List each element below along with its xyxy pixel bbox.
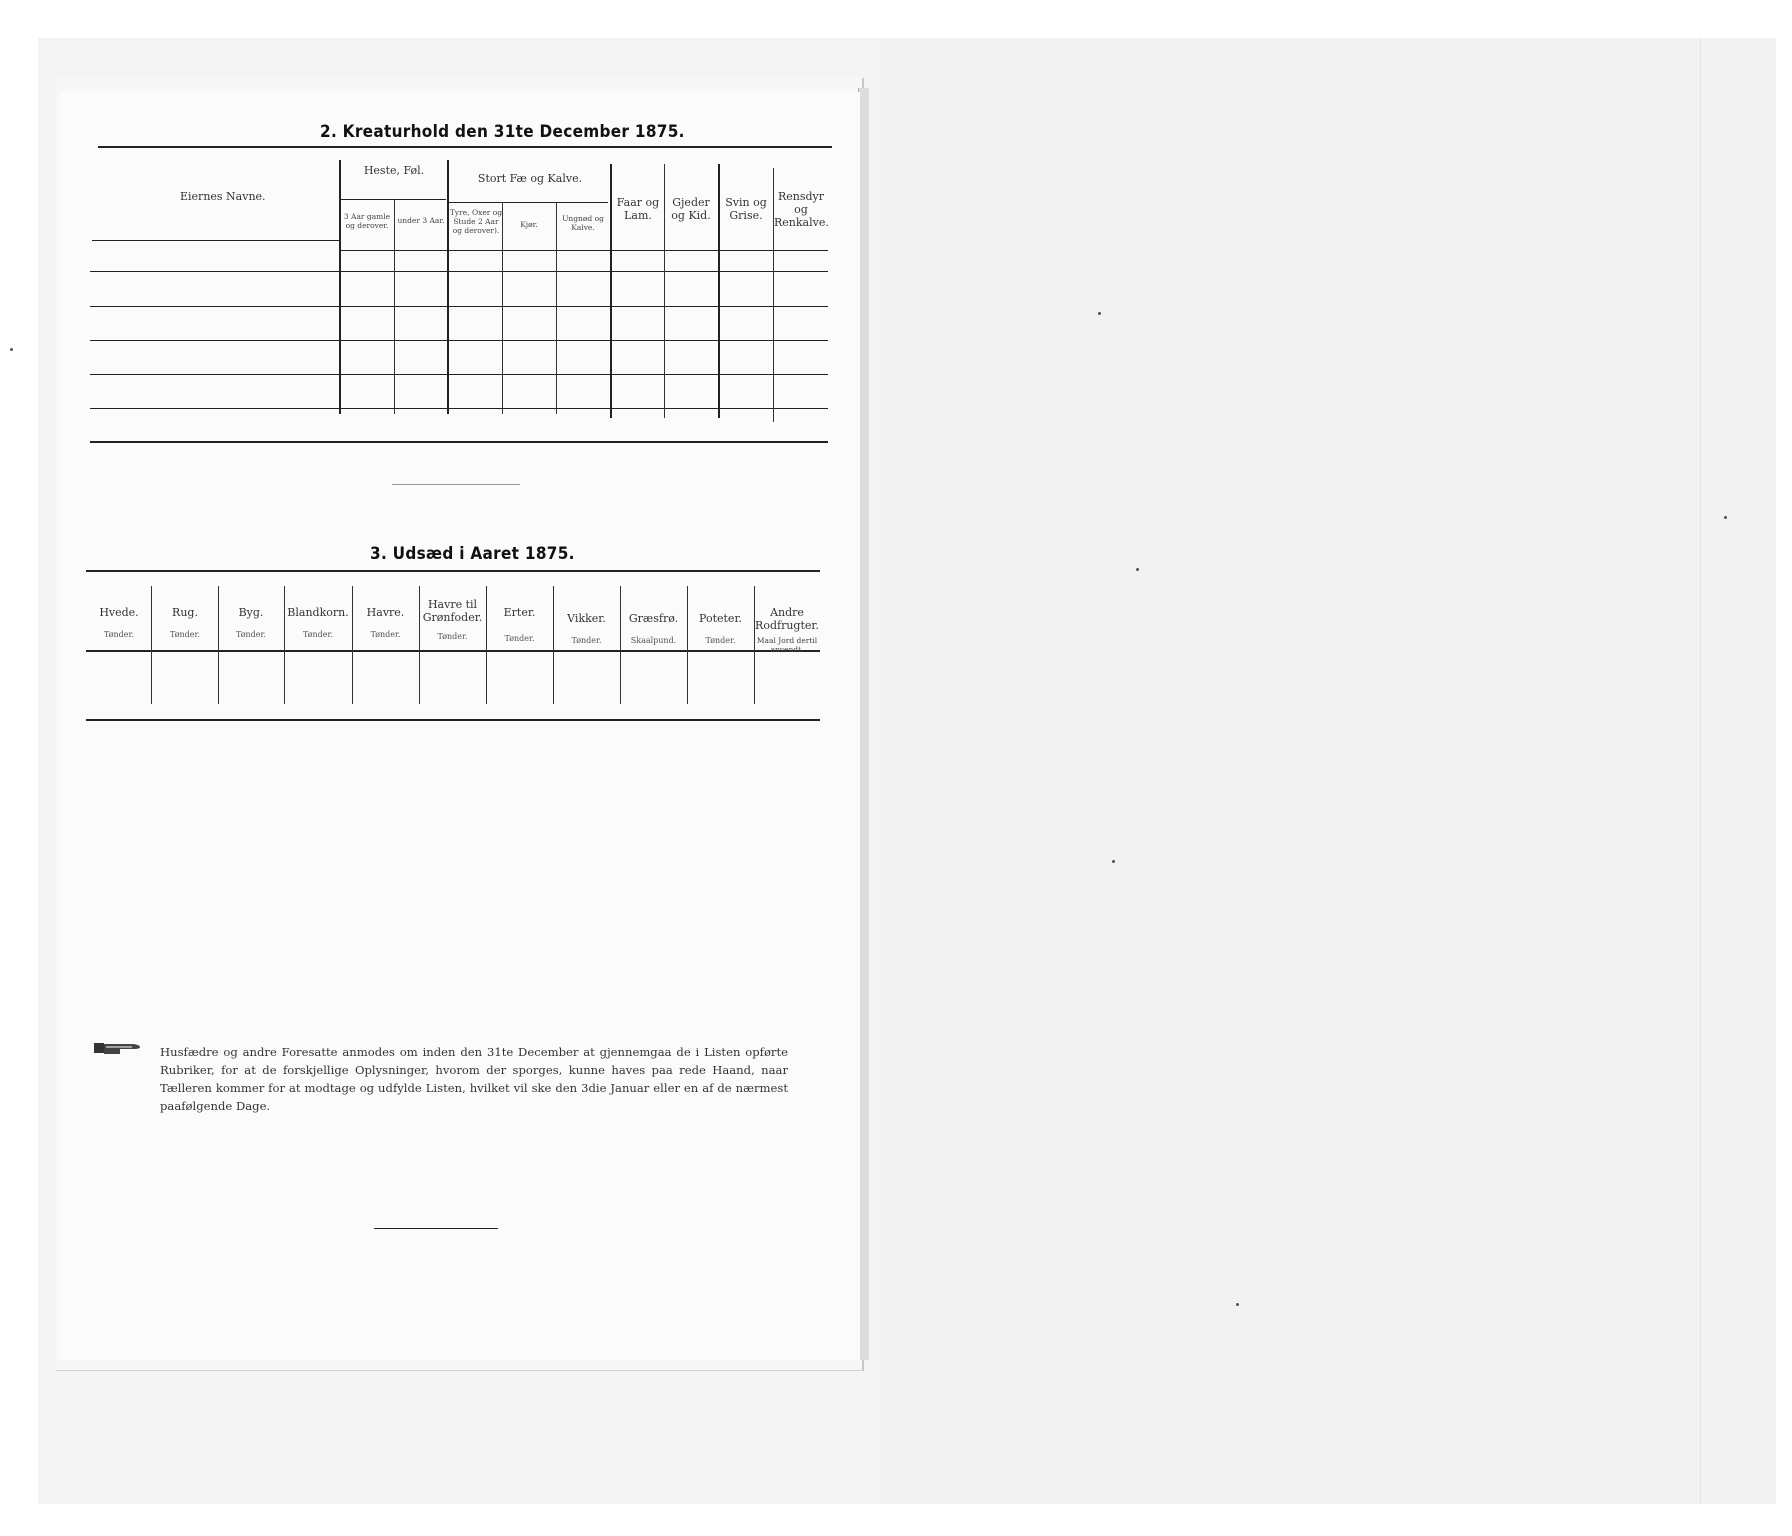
header-cattle: Stort Fæ og Kalve. bbox=[477, 172, 583, 185]
section2-title: 2. Kreaturhold den 31te December 1875. bbox=[320, 122, 685, 142]
col-havre-gronfoder: Havre til Grønfoder. bbox=[422, 598, 483, 624]
header-bulls: Tyre, Oxer og Stude 2 Aar og derover). bbox=[449, 208, 503, 235]
col-vikker-unit: Tønder. bbox=[571, 636, 602, 645]
pointing-hand-icon bbox=[92, 1039, 142, 1057]
header-horses-old: 3 Aar gamle og derover. bbox=[343, 212, 391, 230]
col-hvede-unit: Tønder. bbox=[103, 630, 135, 639]
col-blandkorn-unit: Tønder. bbox=[302, 630, 334, 639]
header-pigs: Svin og Grise. bbox=[725, 196, 767, 222]
col-poteter-unit: Tønder. bbox=[705, 636, 736, 645]
col-erter-unit: Tønder. bbox=[504, 634, 535, 643]
col-byg: Byg. bbox=[238, 606, 264, 619]
header-goats: Gjeder og Kid. bbox=[671, 196, 711, 222]
col-poteter: Poteter. bbox=[699, 612, 742, 625]
census-form-page bbox=[60, 92, 860, 1360]
dust-speck bbox=[1112, 860, 1115, 863]
header-young-cattle: Ungnød og Kalve. bbox=[562, 214, 604, 232]
col-vikker: Vikker. bbox=[567, 612, 606, 625]
col-graesfro: Græsfrø. bbox=[628, 612, 679, 625]
dust-speck bbox=[1136, 568, 1139, 571]
col-hvede: Hvede. bbox=[99, 606, 139, 619]
col-blandkorn: Blandkorn. bbox=[287, 606, 349, 619]
header-reindeer: Rensdyr og Renkalve. bbox=[774, 190, 829, 229]
header-sheep: Faar og Lam. bbox=[616, 196, 660, 222]
col-andre-rodfrugter-unit: Maal Jord dertil anvendt. bbox=[756, 636, 818, 654]
section3-title: 3. Udsæd i Aaret 1875. bbox=[370, 544, 575, 564]
header-horses: Heste, Føl. bbox=[363, 164, 425, 177]
col-havre-gronfoder-unit: Tønder. bbox=[437, 632, 468, 641]
col-byg-unit: Tønder. bbox=[235, 630, 267, 639]
col-graesfro-unit: Skaalpund. bbox=[630, 636, 677, 645]
dust-speck bbox=[1098, 312, 1101, 315]
instruction-note: Husfædre og andre Foresatte anmodes om inden den 31te December at gjennemgaa de i Listen opførte Rubriker, for at de forskjellige Oplysninger, hvorom der sporges, kunne haves paa rede Haand, naar Tælleren kommer for at modtage og udfylde Listen, hvilket vil ske den 3die Januar eller en af de nærmest paafølgende Dage. bbox=[160, 1045, 788, 1113]
header-horses-young: under 3 Aar. bbox=[397, 216, 445, 225]
header-cows: Kjør. bbox=[520, 220, 538, 229]
right-page-fold-line bbox=[1700, 38, 1701, 1504]
dust-speck bbox=[1724, 516, 1727, 519]
dust-speck bbox=[10, 348, 13, 351]
col-rug: Rug. bbox=[172, 606, 198, 619]
blank-right-page bbox=[880, 38, 1776, 1504]
col-havre-unit: Tønder. bbox=[370, 630, 401, 639]
section-divider bbox=[392, 484, 520, 485]
dust-speck bbox=[1236, 1303, 1239, 1306]
col-erter: Erter. bbox=[503, 606, 536, 619]
closing-rule bbox=[374, 1228, 498, 1229]
col-rug-unit: Tønder. bbox=[169, 630, 201, 639]
col-andre-rodfrugter: Andre Rodfrugter. bbox=[755, 606, 819, 632]
header-owner-name: Eiernes Navne. bbox=[180, 190, 266, 203]
col-havre: Havre. bbox=[366, 606, 405, 619]
